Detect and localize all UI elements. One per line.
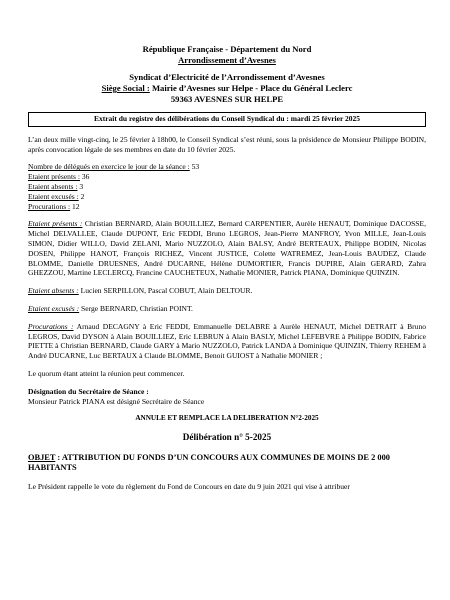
excuses-paragraph — [28, 304, 426, 314]
count-excuses — [28, 192, 426, 202]
count-delegues-value: 53 — [189, 162, 200, 172]
intro-paragraph: L’an deux mille vingt-cinq, le 25 février à 18h00, le Conseil Syndical s’est réuni, sous la présidence de Monsieur Philippe BODIN, après convocation légale de ses membres en date du 10 février 2025. — [28, 134, 426, 154]
header-syndicat: Syndicat d’Electricité de l’Arrondissement d’Avesnes — [129, 72, 325, 82]
procurations-list: Arnaud DECAGNY à Eric FEDDI, Emmanuelle DELABRE à Aurèle HENAUT, Michel DETRAIT à Bruno LEGROS, David DYSON à Alain BOUILLIEZ, Eric LEBRUN à Alain BASLY, Michel LEFEBVRE à Philippe BODIN, Fabrice PIETTE à Christian BERNARD, Claude GARY à Mario NUZZOLO, Patrick LANDA à Dominique QUINZIN, Thierry REHEM à André DUCARNE, Luc BERTAUX à Claude BLOMME, Benoit GUIOST à Nathalie MONIER ; — [28, 321, 426, 361]
document-page — [28, 44, 426, 492]
count-procurations-value: 12 — [70, 201, 80, 211]
siege-label: Siège Social : — [101, 83, 150, 93]
header-siege — [28, 83, 426, 94]
procurations-paragraph — [28, 322, 426, 361]
count-presents — [28, 172, 426, 182]
header-republique: République Française - Département du Nord — [142, 44, 312, 54]
count-absents-label: Etaient absents : — [28, 181, 78, 191]
objet-heading — [28, 453, 426, 474]
counts-block — [28, 162, 426, 211]
extract-title: Extrait du registre des délibérations du Conseil Syndical du : mardi 25 février 2025 — [93, 114, 361, 123]
deliberation-number: Délibération n° 5-2025 — [182, 432, 272, 443]
document-header — [28, 44, 426, 105]
count-delegues-label: Nombre de délégués en exercice le jour de la séance : — [28, 162, 190, 172]
excuses-list: Serge BERNARD, Christian POINT. — [79, 303, 193, 313]
count-procurations — [28, 202, 426, 212]
secretaire-title: Désignation du Secrétaire de Séance : — [28, 386, 149, 396]
excuses-label: Etaient excusés : — [28, 303, 80, 313]
count-absents-value: 3 — [77, 181, 84, 191]
count-excuses-value: 2 — [78, 191, 85, 201]
objet-label: OBJET — [28, 452, 56, 462]
count-presents-label: Etaient présents : — [28, 172, 80, 182]
procurations-label: Procurations : — [28, 321, 74, 331]
count-delegues — [28, 162, 426, 172]
absents-label: Etaient absents : — [28, 286, 79, 296]
objet-text: : ATTRIBUTION DU FONDS D’UN CONCOURS AUX COMMUNES DE MOINS DE 2 000 HABITANTS — [28, 452, 390, 473]
presents-label: Etaient présents : — [28, 219, 83, 229]
siege-address: Mairie d’Avesnes sur Helpe - Place du Général Leclerc — [149, 83, 353, 93]
secretaire-block — [28, 387, 426, 407]
extract-title-box — [28, 112, 426, 127]
presents-paragraph — [28, 219, 426, 278]
annule-remplace: ANNULE ET REMPLACE LA DELIBERATION N°2-2025 — [135, 414, 319, 423]
rappel-paragraph: Le Président rappelle le vote du règlement du Fond de Concours en date du 9 juin 2021 qui vise à attribuer — [28, 481, 350, 491]
presents-list: Christian BERNARD, Alain BOUILLIEZ, Bernard CARPENTIER, Aurèle HENAUT, Dominique DACOSSE, Michel DELVALLEE, Claude DUPONT, Eric FEDDI, Bruno LEGROS, Jean-Pierre MANFROY, Yvon MILLE, Jean-Louis SIMON, Didier WILLO, David ZELANI, Mario NUZZOLO, Alain BALSY, André BERTEAUX, Philippe BODIN, Nicolas DOSEN, Philippe HANOT, François RICHEZ, Vincent JUSTICE, Colette WATREMEZ, Jean-Louis BAUDEZ, Claude BLOMME, Danielle DRUESNES, André DUCARNE, Hélène DUMORTIER, Francis DUPIRE, Alain GERARD, Zahra GHEZZOU, Martine LECLERCQ, Francine CAUCHETEUX, Nathalie MONIER, Patrick PIANA, Dominique QUINZIN. — [28, 219, 426, 278]
count-presents-value: 36 — [79, 172, 90, 182]
header-city: 59363 AVESNES SUR HELPE — [170, 94, 284, 104]
quorum-text: Le quorum étant atteint la réunion peut commencer. — [28, 368, 185, 378]
secretaire-text: Monsieur Patrick PIANA est désigné Secrétaire de Séance — [28, 396, 205, 406]
count-excuses-label: Etaient excusés : — [28, 191, 79, 201]
absents-paragraph — [28, 286, 426, 296]
header-arrondissement: Arrondissement d’Avesnes — [178, 55, 276, 65]
absents-list: Lucien SERPILLON, Pascal COBUT, Alain DELTOUR. — [78, 286, 253, 296]
count-procurations-label: Procurations : — [28, 201, 71, 211]
count-absents — [28, 182, 426, 192]
